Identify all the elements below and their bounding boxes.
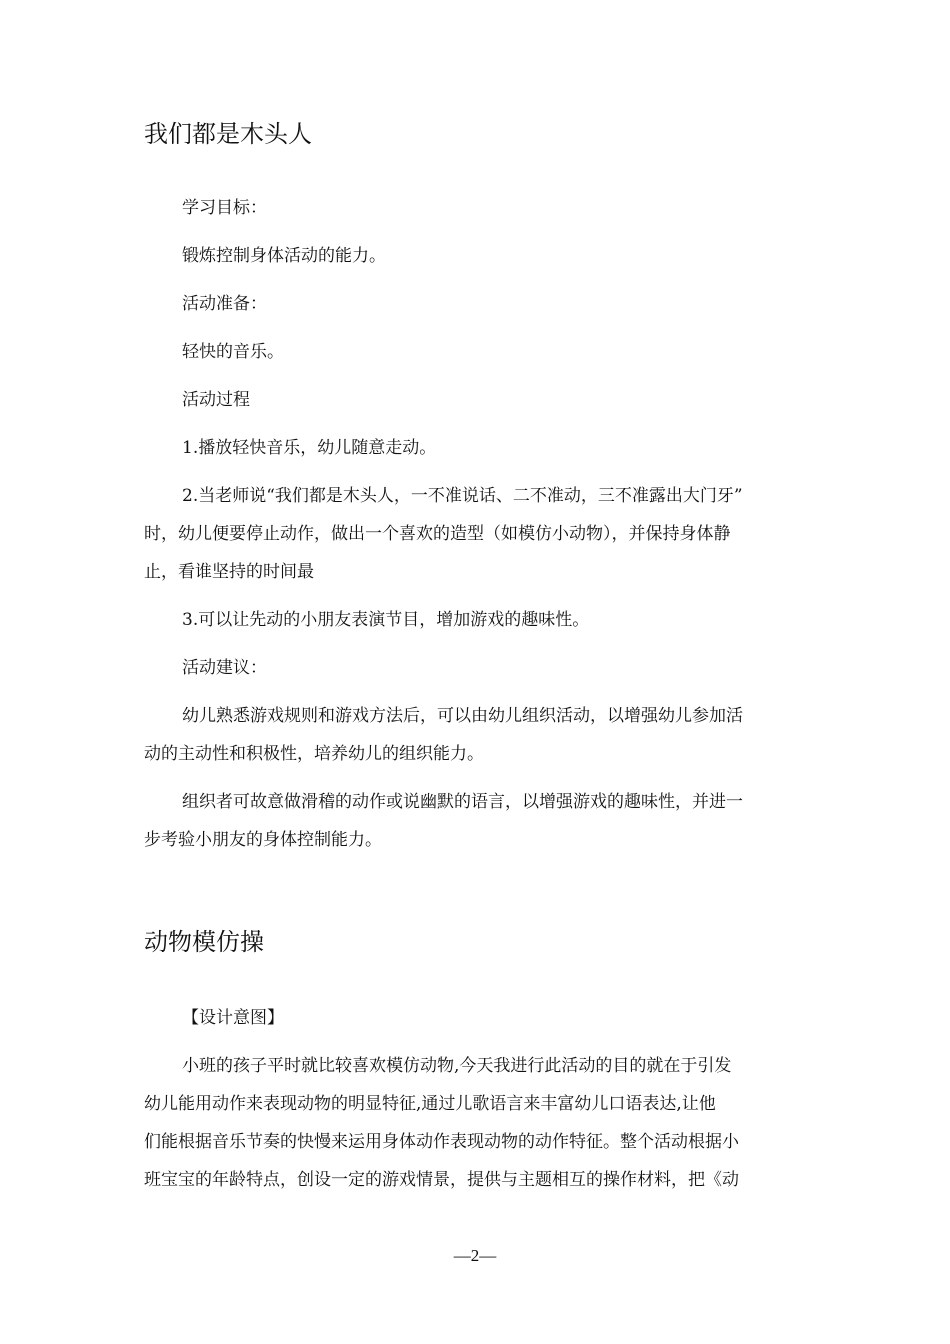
section-title: 动物模仿操 xyxy=(144,928,264,956)
step-3: 3.可以让先动的小朋友表演节目，增加游戏的趣味性。 xyxy=(182,610,590,630)
suggest-1-line: 幼儿熟悉游戏规则和游戏方法后，可以由幼儿组织活动，以增强幼儿参加活 xyxy=(182,706,743,726)
design-label: 【设计意图】 xyxy=(182,1008,284,1028)
suggest-1-line: 动的主动性和积极性，培养幼儿的组织能力。 xyxy=(144,744,484,764)
suggest-label: 活动建议： xyxy=(182,658,267,678)
design-line: 小班的孩子平时就比较喜欢模仿动物,今天我进行此活动的目的就在于引发 xyxy=(182,1056,732,1076)
section-title: 我们都是木头人 xyxy=(144,120,312,148)
suggest-2-line: 步考验小朋友的身体控制能力。 xyxy=(144,830,382,850)
design-line: 幼儿能用动作来表现动物的明显特征,通过儿歌语言来丰富幼儿口语表达,让他 xyxy=(144,1094,716,1114)
step-2-line: 止，看谁坚持的时间最 xyxy=(144,562,314,582)
suggest-2-line: 组织者可故意做滑稽的动作或说幽默的语言，以增强游戏的趣味性，并进一 xyxy=(182,792,743,812)
process-label: 活动过程 xyxy=(182,390,250,410)
step-2-line: 时，幼儿便要停止动作，做出一个喜欢的造型（如模仿小动物），并保持身体静 xyxy=(144,524,731,544)
goal-text: 锻炼控制身体活动的能力。 xyxy=(182,246,386,266)
page-number: —2— xyxy=(453,1246,497,1265)
prep-text: 轻快的音乐。 xyxy=(182,342,284,362)
design-line: 们能根据音乐节奏的快慢来运用身体动作表现动物的动作特征。整个活动根据小 xyxy=(144,1132,739,1152)
design-line: 班宝宝的年龄特点，创设一定的游戏情景，提供与主题相互的操作材料，把《动 xyxy=(144,1170,739,1190)
step-2-line: 2.当老师说“我们都是木头人，一不准说话、二不准动，三不准露出大门牙” xyxy=(182,486,743,506)
goal-label: 学习目标： xyxy=(182,198,267,218)
step-1: 1.播放轻快音乐，幼儿随意走动。 xyxy=(182,438,437,458)
prep-label: 活动准备： xyxy=(182,294,267,314)
